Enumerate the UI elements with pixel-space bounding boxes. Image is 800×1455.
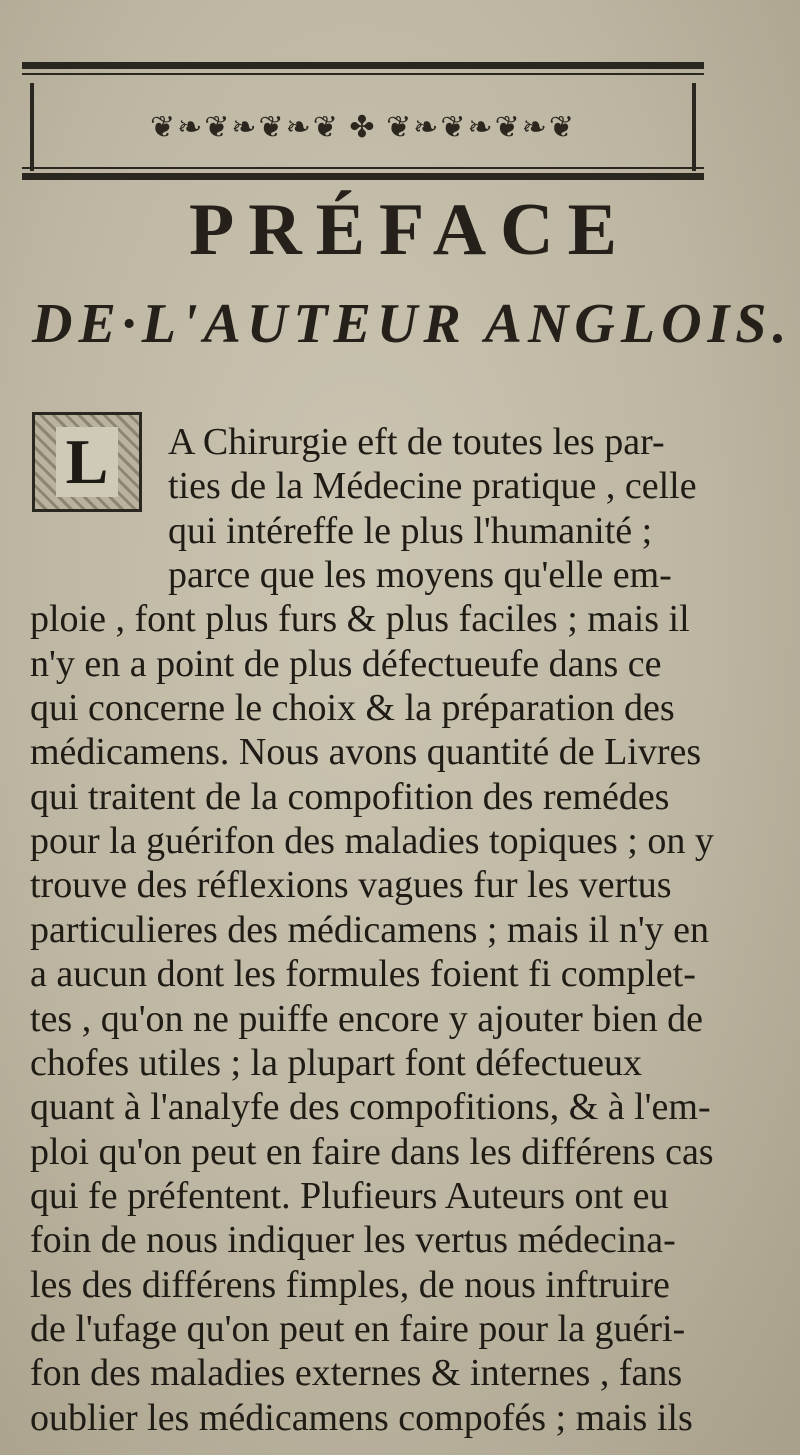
- text-line: parce que les moyens qu'elle em-: [168, 554, 672, 597]
- text-line: foin de nous indiquer les vertus médecina-: [30, 1219, 676, 1262]
- text-line: n'y en a point de plus défectueufe dans ce: [30, 642, 662, 685]
- text-line: médicamens. Nous avons quantité de Livres: [30, 731, 702, 774]
- drop-cap-letter: L: [56, 427, 119, 497]
- text-line: pour la guérifon des maladies topiques ; on y: [30, 820, 714, 863]
- text-line: A Chirurgie eft de toutes les par-: [168, 421, 665, 463]
- text-line: fon des maladies externes & internes , fans: [30, 1352, 683, 1395]
- text-line: trouve des réflexions vagues fur les vertus: [30, 864, 672, 907]
- text-line: quant à l'analyfe des compofitions, & à l'em-: [30, 1086, 711, 1129]
- text-line: ties de la Médecine pratique , celle: [168, 465, 697, 508]
- text-line: les des différens fimples, de nous inftruire: [30, 1263, 670, 1306]
- text-line: qui intéreffe le plus l'humanité ;: [168, 509, 653, 552]
- text-line: a aucun dont les formules foient fi complet-: [30, 953, 696, 996]
- page-title: PRÉFACE: [189, 189, 631, 271]
- text-line: qui fe préfentent. Plufieurs Auteurs ont eu: [30, 1174, 669, 1217]
- text-line: oublier les médicamens compofés ; mais ils: [30, 1396, 693, 1439]
- text-line: ploi qu'on peut en faire dans les différens cas: [30, 1130, 714, 1173]
- text-line: ploie , font plus furs & plus faciles ; mais il: [30, 598, 690, 641]
- text-line: qui traitent de la compofition des remédes: [30, 775, 670, 818]
- text-line: tes , qu'on ne puiffe encore y ajouter bien de: [30, 997, 704, 1040]
- text-line: chofes utiles ; la plupart font défectueux: [30, 1041, 643, 1084]
- text-line: particulieres des médicamens ; mais il n'y en: [30, 908, 710, 951]
- page-subtitle: DE·L'AUTEUR ANGLOIS.: [32, 293, 793, 355]
- fleuron-ornament: ❦❧❦❧❦❧❦ ✤ ❦❧❦❧❦❧❦: [149, 110, 577, 144]
- text-line: de l'ufage qu'on peut en faire pour la guéri-: [30, 1307, 686, 1350]
- text-line: qui concerne le choix & la préparation des: [30, 687, 675, 730]
